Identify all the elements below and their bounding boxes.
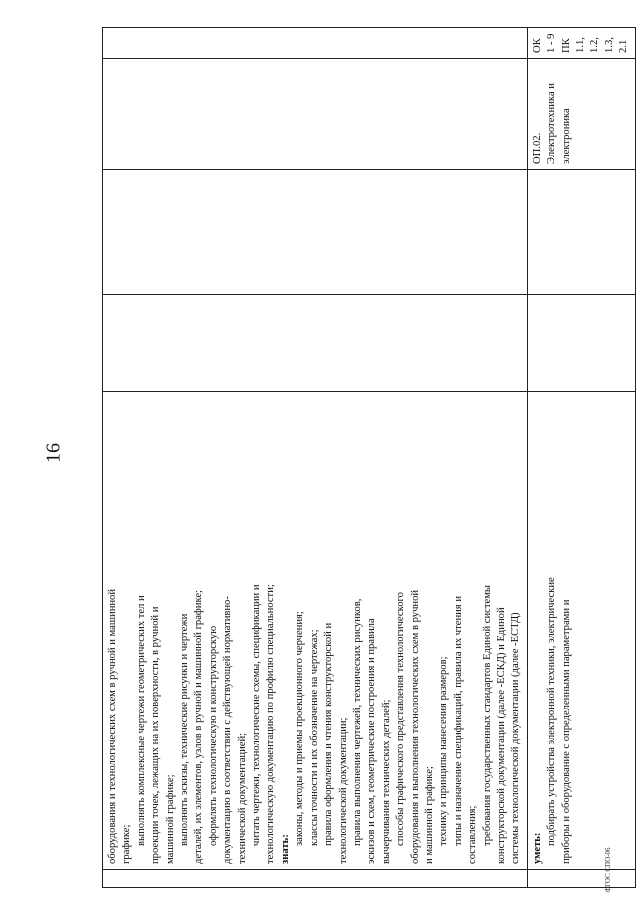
content-line: документацию в соответствии с действующей нормативно- bbox=[222, 596, 234, 864]
content-line: правила выполнения чертежей, технических рисунков, bbox=[351, 598, 363, 846]
content-line: оборудования и выполнения технологических схем в ручной bbox=[409, 589, 421, 864]
content-line: машинной графике; bbox=[164, 774, 176, 864]
content-line: технику и принципы нанесения размеров; bbox=[438, 656, 450, 846]
content-line: эскизов и схем, геометрические построения и правила bbox=[366, 618, 378, 864]
table-cell-index bbox=[103, 870, 528, 888]
table-cell-hours-class bbox=[527, 170, 635, 295]
content-line: правила оформления и чтения конструкторской и bbox=[323, 622, 335, 846]
content-line: проекции точек, лежащих на их поверхности, в ручной и bbox=[150, 606, 162, 864]
content-line: оформлять технологическую и конструкторскую bbox=[207, 625, 219, 846]
content-line: приборы и оборудование с определенными параметрами и bbox=[560, 599, 572, 864]
discipline-name: Электротехника и электроника bbox=[546, 83, 572, 164]
table-cell-hours-max bbox=[527, 295, 635, 392]
content-line: требования государственных стандартов Единой системы bbox=[481, 584, 493, 846]
table-cell-hours-class bbox=[103, 170, 528, 295]
content-line: читать чертежи, технологические схемы, спецификации и bbox=[251, 584, 263, 846]
footer-code: ФГОС СПО-06 bbox=[604, 847, 612, 893]
content-line: составления; bbox=[467, 805, 479, 864]
content-line: оборудования и технологических схем в ручной и машинной bbox=[107, 588, 118, 864]
table-cell-hours-max bbox=[103, 295, 528, 392]
content-line: типы и назначение спецификаций, правила их чтения и bbox=[452, 596, 464, 846]
content-line: подбирать устройства электронной техники, электрические bbox=[546, 577, 558, 846]
content-line: законы, методы и приемы проекционного черчения; bbox=[294, 611, 306, 846]
table-cell-content bbox=[103, 392, 528, 870]
content-line: выполнять комплексные чертежи геометрических тел и bbox=[135, 595, 147, 846]
content-line: технологическую документацию по профилю специальности; bbox=[265, 584, 277, 864]
content-line: конструкторской документации (далее -ЕСКД) и Единой bbox=[495, 607, 507, 864]
content-line: выполнять эскизы, технические рисунки и чертежи bbox=[179, 613, 191, 846]
table-row bbox=[527, 28, 635, 888]
content-line: вычерчивания технических деталей; bbox=[380, 699, 392, 864]
content-lines bbox=[106, 397, 524, 864]
curriculum-table bbox=[102, 27, 636, 888]
content-line: деталей, их элементов, узлов в ручной и машинной графике; bbox=[193, 590, 205, 864]
table-cell-discipline bbox=[103, 59, 528, 170]
content-line: классы точности и их обозначение на чертежах; bbox=[308, 629, 320, 846]
content-line: технологической документации; bbox=[337, 717, 349, 864]
content-line: уметь: bbox=[531, 832, 543, 864]
content-lines bbox=[531, 397, 574, 864]
content-line: знать: bbox=[279, 834, 291, 864]
content-line: системы технологической документации (далее -ЕСТД) bbox=[510, 612, 522, 864]
content-line: способы графического представления технологического bbox=[395, 592, 407, 846]
page-number: 16 bbox=[42, 443, 65, 463]
content-line: и машинной графике; bbox=[423, 766, 435, 864]
table-cell-content bbox=[527, 392, 635, 870]
table-cell-competencies bbox=[103, 28, 528, 59]
table-cell-index bbox=[527, 870, 635, 888]
table-cell-discipline bbox=[527, 59, 635, 170]
content-line: технической документацией; bbox=[236, 732, 248, 864]
content-line: графике; bbox=[121, 824, 133, 864]
table-cell-competencies bbox=[527, 28, 635, 59]
table-row bbox=[103, 28, 528, 888]
competency-codes: ОК 1 - 9 ПК 1.1, 1.2, 1.3, 2.1 bbox=[531, 33, 630, 53]
discipline-code: ОП.02. bbox=[531, 132, 543, 164]
